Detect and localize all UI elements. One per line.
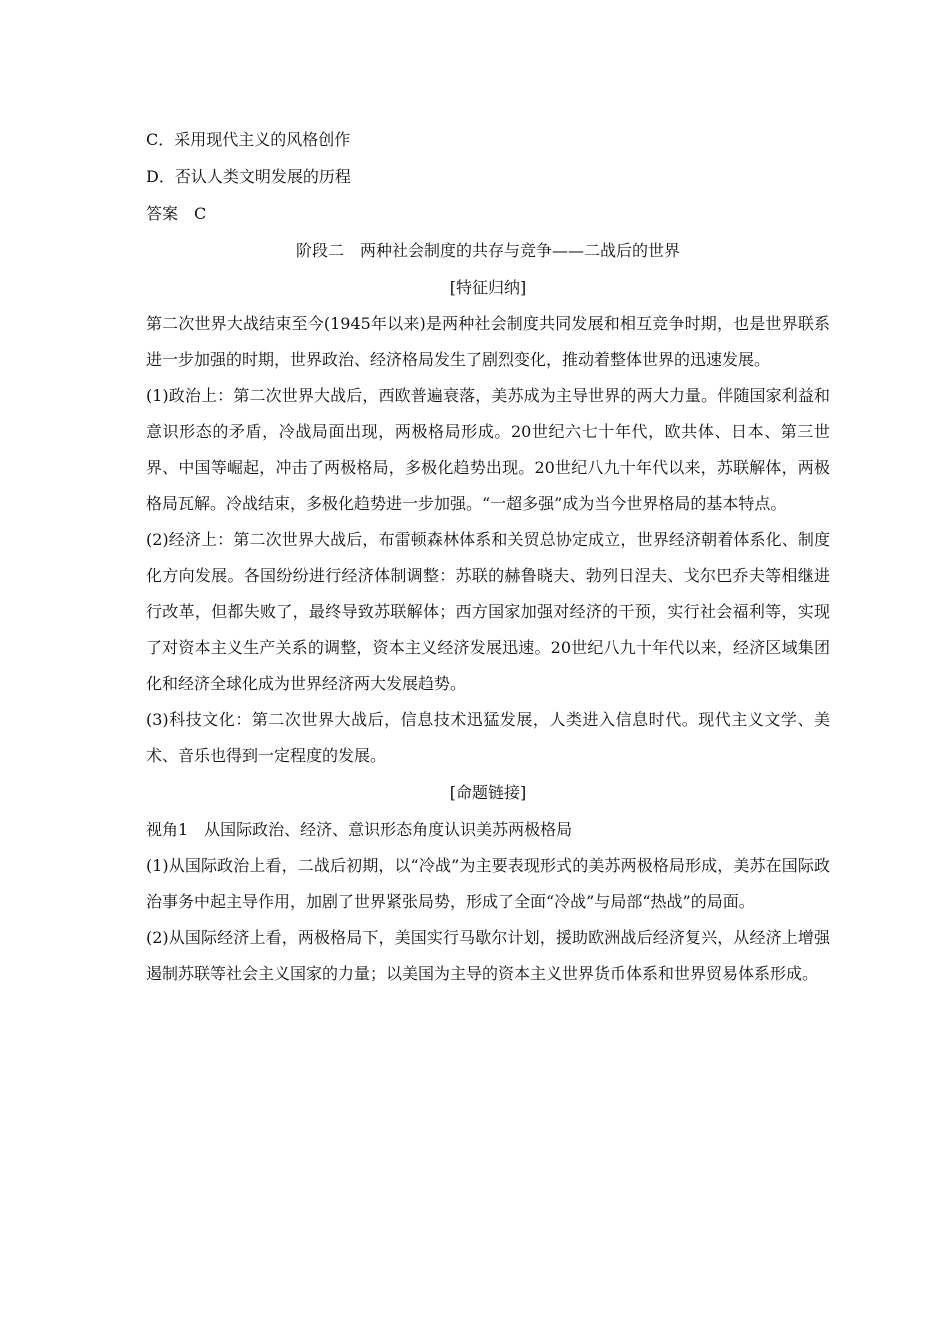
perspective-heading: 视角1 从国际政治、经济、意识形态角度认识美苏两极格局 [146,820,573,839]
link-heading: [命题链接] [449,783,527,802]
section-title: 阶段二 两种社会制度的共存与竞争——二战后的世界 [295,241,680,260]
economy-paragraph: (2)经济上：第二次世界大战后，布雷顿森林体系和关贸总协定成立，世界经济朝着体系化、制度化方向发展。各国纷纷进行经济体制调整：苏联的赫鲁晓夫、勃列日涅夫、戈尔巴乔夫等相继进行改革，但都失败了，最终导致苏联解体；西方国家加强对经济的干预，实行社会福利等，实现了对资本主义生产关系的调整，资本主义经济发展迅速。20世纪八九十年代以来，经济区域集团化和经济全球化成为世界经济两大发展趋势。 [146,530,830,693]
option-d: D．否认人类文明发展的历程 [146,167,351,186]
option-c: C．采用现代主义的风格创作 [146,130,351,149]
economy-view-paragraph: (2)从国际经济上看，两极格局下，美国实行马歇尔计划，援助欧洲战后经济复兴，从经济上增强遏制苏联等社会主义国家的力量；以美国为主导的资本主义世界货币体系和世界贸易体系形成。 [146,928,830,983]
politics-view-paragraph: (1)从国际政治上看，二战后初期，以“冷战”为主要表现形式的美苏两极格局形成，美苏在国际政治事务中起主导作用，加剧了世界紧张局势，形成了全面“冷战”与局部“热战”的局面。 [146,856,830,911]
culture-paragraph: (3)科技文化：第二次世界大战后，信息技术迅猛发展，人类进入信息时代。现代主义文学、美术、音乐也得到一定程度的发展。 [146,710,830,765]
politics-paragraph: (1)政治上：第二次世界大战后，西欧普遍衰落，美苏成为主导世界的两大力量。伴随国家利益和意识形态的矛盾，冷战局面出现，两极格局形成。20世纪六七十年代，欧共体、日本、第三世界、中国等崛起，冲击了两极格局，多极化趋势出现。20世纪八九十年代以来，苏联解体，两极格局瓦解。冷战结束，多极化趋势进一步加强。“一超多强”成为当今世界格局的基本特点。 [146,386,830,513]
intro-paragraph: 第二次世界大战结束至今(1945年以来)是两种社会制度共同发展和相互竞争时期，也是世界联系进一步加强的时期，世界政治、经济格局发生了剧烈变化，推动着整体世界的迅速发展。 [146,314,830,369]
document-page [146,121,830,992]
feature-heading: [特征归纳] [449,278,527,297]
answer-line: 答案 C [146,204,207,223]
